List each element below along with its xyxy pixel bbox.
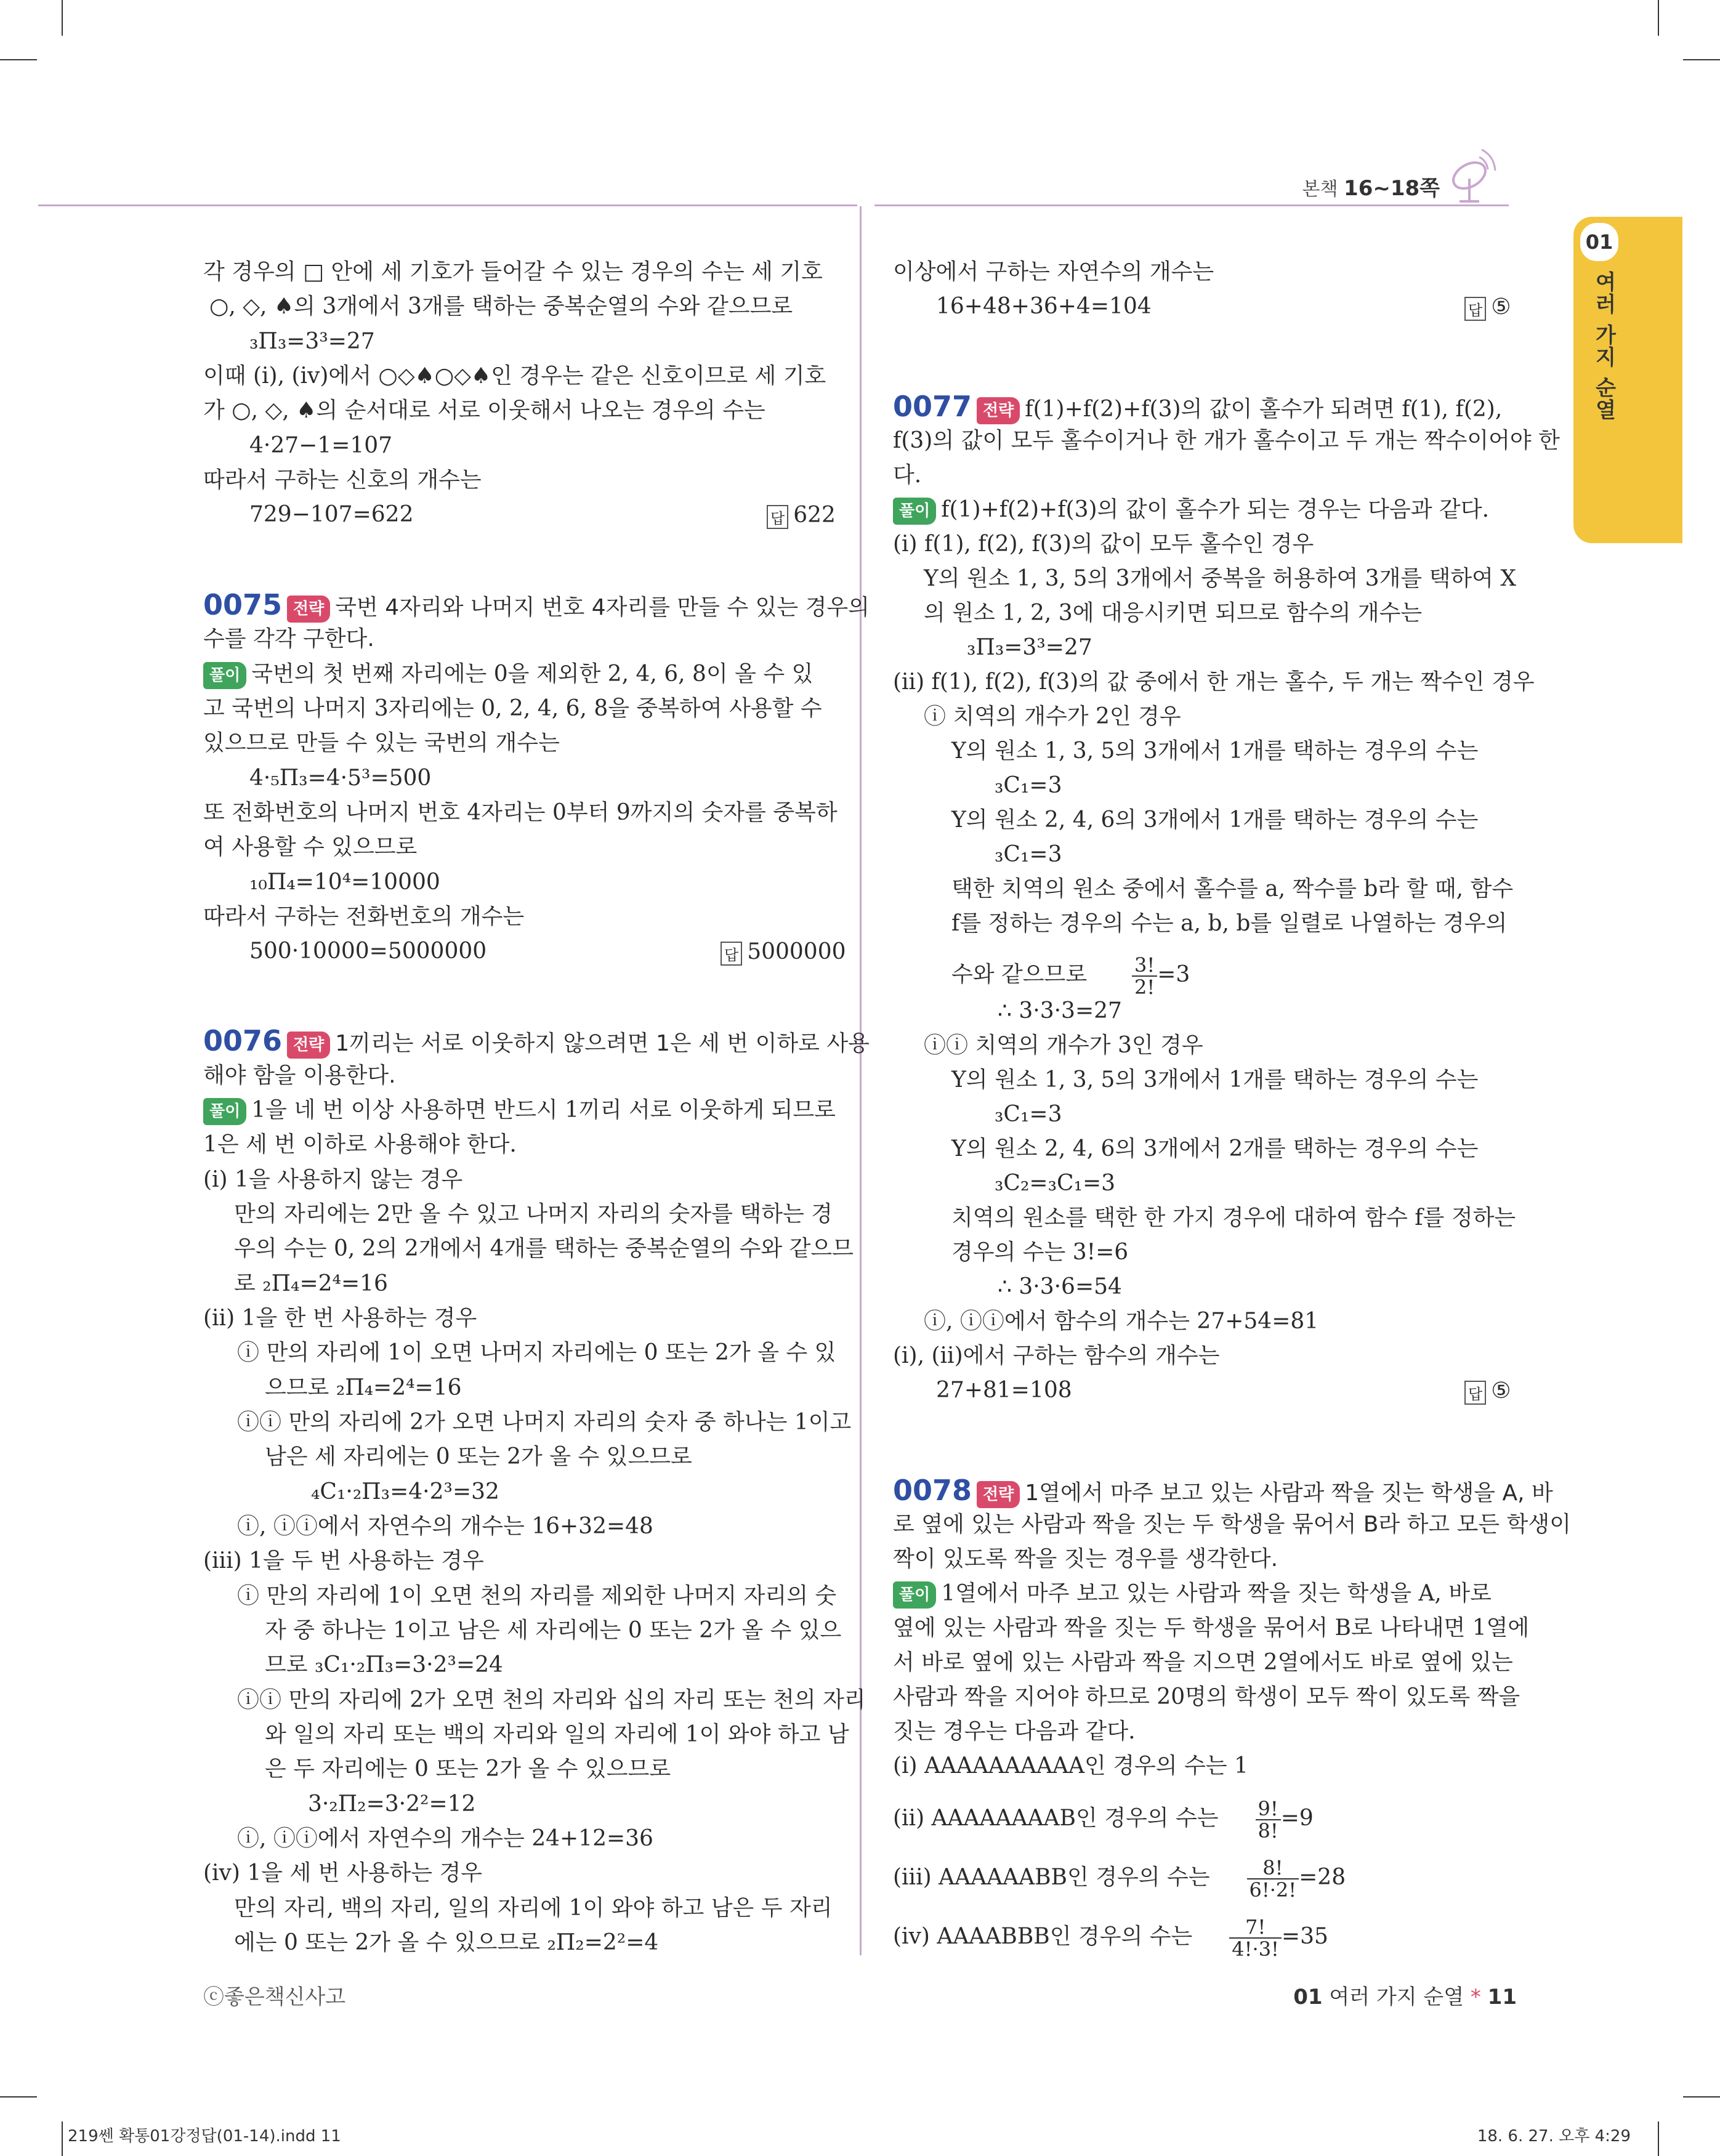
formula: ₃C₁=3: [995, 773, 1062, 798]
formula: 16+48+36+4=104: [936, 294, 1152, 319]
text-line: ⓘ 만의 자리에 1이 오면 나머지 자리에는 0 또는 2가 올 수 있: [237, 1340, 836, 1365]
solution-start: 풀이 국번의 첫 번째 자리에는 0을 제외한 2, 4, 6, 8이 올 수 있: [203, 662, 813, 689]
problem-0075-header: 0075 전략 국번 4자리와 나머지 번호 4자리를 만들 수 있는 경우의: [203, 588, 870, 621]
crop-mark: [1658, 2122, 1659, 2156]
text-line: 경우의 수는 3!=6: [951, 1240, 1129, 1265]
text-line: Y의 원소 2, 4, 6의 3개에서 2개를 택하는 경우의 수는: [951, 1136, 1479, 1161]
crop-mark: [62, 0, 63, 36]
text-line: 있으므로 만들 수 있는 국번의 개수는: [203, 730, 560, 756]
text-line: Y의 원소 1, 3, 5의 3개에서 1개를 택하는 경우의 수는: [951, 738, 1479, 764]
fraction: $\frac{8!}{6!\cdot 2!}$: [1247, 1857, 1299, 1900]
text-line: ○, ◇, ♠의 3개에서 3개를 택하는 중복순열의 수와 같으므로: [209, 294, 793, 319]
text-line: 으므로 ₂Π₄=2⁴=16: [265, 1375, 462, 1400]
formula: 27+81=108: [936, 1378, 1072, 1403]
strategy-text: 해야 함을 이용한다.: [203, 1063, 396, 1088]
case-line: (i) AAAAAAAAAA인 경우의 수는 1: [893, 1753, 1248, 1778]
header-rule: [38, 204, 857, 206]
text-line: 짓는 경우는 다음과 같다.: [893, 1719, 1136, 1744]
strategy-text: 수를 각각 구한다.: [203, 626, 374, 652]
crop-mark: [0, 59, 37, 60]
text-line: (i), (ii)에서 구하는 함수의 개수는: [893, 1343, 1220, 1368]
text-line: Y의 원소 2, 4, 6의 3개에서 1개를 택하는 경우의 수는: [951, 807, 1479, 833]
text-line: 므로 ₃C₁·₂Π₃=3·2³=24: [265, 1652, 503, 1678]
text-line: Y의 원소 1, 3, 5의 3개에서 1개를 택하는 경우의 수는: [951, 1067, 1479, 1092]
publisher-credit: ⓒ좋은책신사고: [203, 1985, 346, 2009]
case-line: (ⅳ) AAAABBB인 경우의 수는 $\frac{7!}{4!\cdot 3!}$ =35: [893, 1915, 1328, 1961]
case-line: (ii) AAAAAAAAB인 경우의 수는 $\frac{9!}{8!}$ =9: [893, 1797, 1314, 1843]
solution-start: 풀이 f(1)+f(2)+f(3)의 값이 홀수가 되는 경우는 다음과 같다.: [893, 498, 1489, 525]
crop-mark: [1658, 0, 1659, 36]
solution-start: 풀이 1열에서 마주 보고 있는 사람과 짝을 짓는 학생을 A, 바로: [893, 1581, 1492, 1609]
text-line: ⓘⓘ 만의 자리에 2가 오면 나머지 자리의 숫자 중 하나는 1이고: [237, 1410, 852, 1435]
formula: ₃C₁=3: [995, 842, 1062, 867]
text-line: Y의 원소 1, 3, 5의 3개에서 중복을 허용하여 3개를 택하여 X: [924, 566, 1516, 591]
print-slug-date: 18. 6. 27. 오후 4:29: [1477, 2127, 1631, 2146]
text-line: 치역의 원소를 택한 한 가지 경우에 대하여 함수 f를 정하는: [951, 1205, 1516, 1230]
page-footer: 01 여러 가지 순열 * 11: [1293, 1985, 1517, 2009]
text-line: 가 ○, ◇, ♠의 순서대로 서로 이웃해서 나오는 경우의 수는: [203, 398, 765, 423]
header-rule: [874, 204, 1509, 206]
formula: ₃C₂=₃C₁=3: [995, 1171, 1116, 1196]
formula: 500·10000=5000000: [249, 939, 487, 964]
text-line: 따라서 구하는 전화번호의 개수는: [203, 904, 525, 929]
text-line: ⓘ, ⓘⓘ에서 자연수의 개수는 24+12=36: [237, 1826, 653, 1851]
fraction: $\frac{9!}{8!}$: [1256, 1798, 1281, 1841]
solution-start: 풀이 1을 네 번 이상 사용하면 반드시 1끼리 서로 이웃하게 되므로: [203, 1098, 836, 1125]
case-heading: (i) f(1), f(2), f(3)의 값이 모두 홀수인 경우: [893, 531, 1314, 557]
text-line: 와 일의 자리 또는 백의 자리와 일의 자리에 1이 와야 하고 남: [265, 1722, 849, 1747]
crop-mark: [62, 2122, 63, 2156]
formula: 3·₂Π₂=3·2²=12: [308, 1791, 476, 1817]
case-heading: (ⅳ) 1을 세 번 사용하는 경우: [203, 1860, 483, 1886]
strategy-text: f(3)의 값이 모두 홀수이거나 한 개가 홀수이고 두 개는 짝수이어야 한: [893, 428, 1560, 453]
text-line: 에는 0 또는 2가 올 수 있으므로 ₂Π₂=2²=4: [234, 1930, 659, 1955]
text-line: 자 중 하나는 1이고 남은 세 자리에는 0 또는 2가 올 수 있으: [265, 1618, 842, 1643]
text-line: ⓘ, ⓘⓘ에서 함수의 개수는 27+54=81: [924, 1309, 1319, 1334]
text-line: 은 두 자리에는 0 또는 2가 올 수 있으므로: [265, 1756, 671, 1782]
formula: ₁₀Π₄=10⁴=10000: [249, 870, 440, 895]
text-line: 수와 같으므로 $\frac{3!}{2!}$ =3: [951, 953, 1190, 999]
formula: 729−107=622: [249, 502, 414, 527]
answer: 답 622: [767, 503, 836, 529]
strategy-text: 짝이 있도록 짝을 짓는 경우를 생각한다.: [893, 1546, 1278, 1572]
formula: 4·27−1=107: [249, 433, 393, 458]
case-heading: (iii) 1을 두 번 사용하는 경우: [203, 1548, 484, 1573]
strategy-text: 로 옆에 있는 사람과 짝을 짓는 두 학생을 묶어서 B라 하고 모든 학생이: [893, 1512, 1571, 1537]
formula: ∴ 3·3·3=27: [998, 998, 1122, 1023]
problem-0077-header: 0077 전략 f(1)+f(2)+f(3)의 값이 홀수가 되려면 f(1), f(2),: [893, 390, 1503, 423]
crop-mark: [0, 2096, 37, 2097]
answer: 답 ⑤: [1464, 1378, 1511, 1405]
print-slug-file: 219쎈 확통01강정답(01-14).indd 11: [68, 2127, 341, 2146]
text-line: 만의 자리, 백의 자리, 일의 자리에 1이 와야 하고 남은 두 자리: [234, 1896, 833, 1921]
text-line: 사람과 짝을 지어야 하므로 20명의 학생이 모두 짝이 있도록 짝을: [893, 1684, 1520, 1710]
case-heading: (ii) 1을 한 번 사용하는 경우: [203, 1306, 477, 1331]
text-line: 옆에 있는 사람과 짝을 짓는 두 학생을 묶어서 B로 나타내면 1열에: [893, 1615, 1530, 1641]
problem-0076-header: 0076 전략 1끼리는 서로 이웃하지 않으려면 1은 세 번 이하로 사용: [203, 1024, 870, 1057]
text-line: 1은 세 번 이하로 사용해야 한다.: [203, 1132, 517, 1157]
strategy-text: 다.: [893, 462, 922, 488]
text-line: ⓘⓘ 만의 자리에 2가 오면 천의 자리와 십의 자리 또는 천의 자리: [237, 1687, 866, 1713]
text-line: 택한 치역의 원소 중에서 홀수를 a, 짝수를 b라 할 때, 함수: [951, 876, 1514, 902]
chapter-tab-label: 여러 가지 순열: [1591, 271, 1616, 421]
crop-mark: [1683, 59, 1720, 60]
text-line: 또 전화번호의 나머지 번호 4자리는 0부터 9까지의 숫자를 중복하: [203, 800, 838, 825]
text-line: 우의 수는 0, 2의 2개에서 4개를 택하는 중복순열의 수와 같으므: [234, 1236, 854, 1261]
fraction: $\frac{3!}{2!}$: [1132, 955, 1157, 998]
text-line: ⓘ 만의 자리에 1이 오면 천의 자리를 제외한 나머지 자리의 숫: [237, 1583, 837, 1609]
text-line: 각 경우의 □ 안에 세 기호가 들어갈 수 있는 경우의 수는 세 기호: [203, 259, 823, 285]
text-line: 만의 자리에는 2만 올 수 있고 나머지 자리의 숫자를 택하는 경: [234, 1201, 833, 1227]
text-line: ⓘ 치역의 개수가 2인 경우: [924, 704, 1181, 729]
answer: 답 5000000: [721, 939, 846, 966]
chapter-tab-number: 01: [1578, 220, 1621, 264]
text-line: 이때 (i), (ⅳ)에서 ○◇♠○◇♠인 경우는 같은 신호이므로 세 기호: [203, 363, 826, 389]
formula: ₄C₁·₂Π₃=4·2³=32: [311, 1479, 499, 1504]
text-line: ⓘⓘ 치역의 개수가 3인 경우: [924, 1033, 1203, 1058]
formula: ₃C₁=3: [995, 1102, 1062, 1127]
text-line: 의 원소 1, 2, 3에 대응시키면 되므로 함수의 개수는: [924, 600, 1423, 626]
text-line: f를 정하는 경우의 수는 a, b, b를 일렬로 나열하는 경우의: [951, 911, 1508, 936]
case-heading: (i) 1을 사용하지 않는 경우: [203, 1167, 463, 1192]
formula: ₃Π₃=3³=27: [249, 329, 375, 354]
problem-0078-header: 0078 전략 1열에서 마주 보고 있는 사람과 짝을 짓는 학생을 A, 바: [893, 1474, 1553, 1507]
formula: ∴ 3·3·6=54: [998, 1274, 1122, 1299]
case-line: (iii) AAAAAABB인 경우의 수는 $\frac{8!}{6!\cdot 2!}$ =28: [893, 1856, 1346, 1902]
answer: 답 ⑤: [1464, 294, 1511, 321]
text-line: 이상에서 구하는 자연수의 개수는: [893, 259, 1214, 285]
text-line: 로 ₂Π₄=2⁴=16: [234, 1271, 388, 1296]
text-line: 남은 세 자리에는 0 또는 2가 올 수 있으므로: [265, 1444, 692, 1469]
case-heading: (ii) f(1), f(2), f(3)의 값 중에서 한 개는 홀수, 두 개는 짝수인 경우: [893, 669, 1535, 695]
fraction: $\frac{7!}{4!\cdot 3!}$: [1229, 1916, 1282, 1960]
text-line: 서 바로 옆에 있는 사람과 짝을 지으면 2열에서도 바로 옆에 있는: [893, 1650, 1513, 1675]
page-reference: 본책 16~18쪽: [1302, 176, 1440, 201]
text-line: 여 사용할 수 있으므로: [203, 834, 418, 860]
text-line: ⓘ, ⓘⓘ에서 자연수의 개수는 16+32=48: [237, 1514, 653, 1539]
crop-mark: [1683, 2096, 1720, 2097]
satellite-dish-icon: [1447, 145, 1496, 206]
text-line: 따라서 구하는 신호의 개수는: [203, 467, 482, 493]
text-line: 고 국번의 나머지 3자리에는 0, 2, 4, 6, 8을 중복하여 사용할 수: [203, 696, 822, 721]
formula: ₃Π₃=3³=27: [967, 635, 1092, 660]
formula: 4·₅Π₃=4·5³=500: [249, 765, 432, 791]
